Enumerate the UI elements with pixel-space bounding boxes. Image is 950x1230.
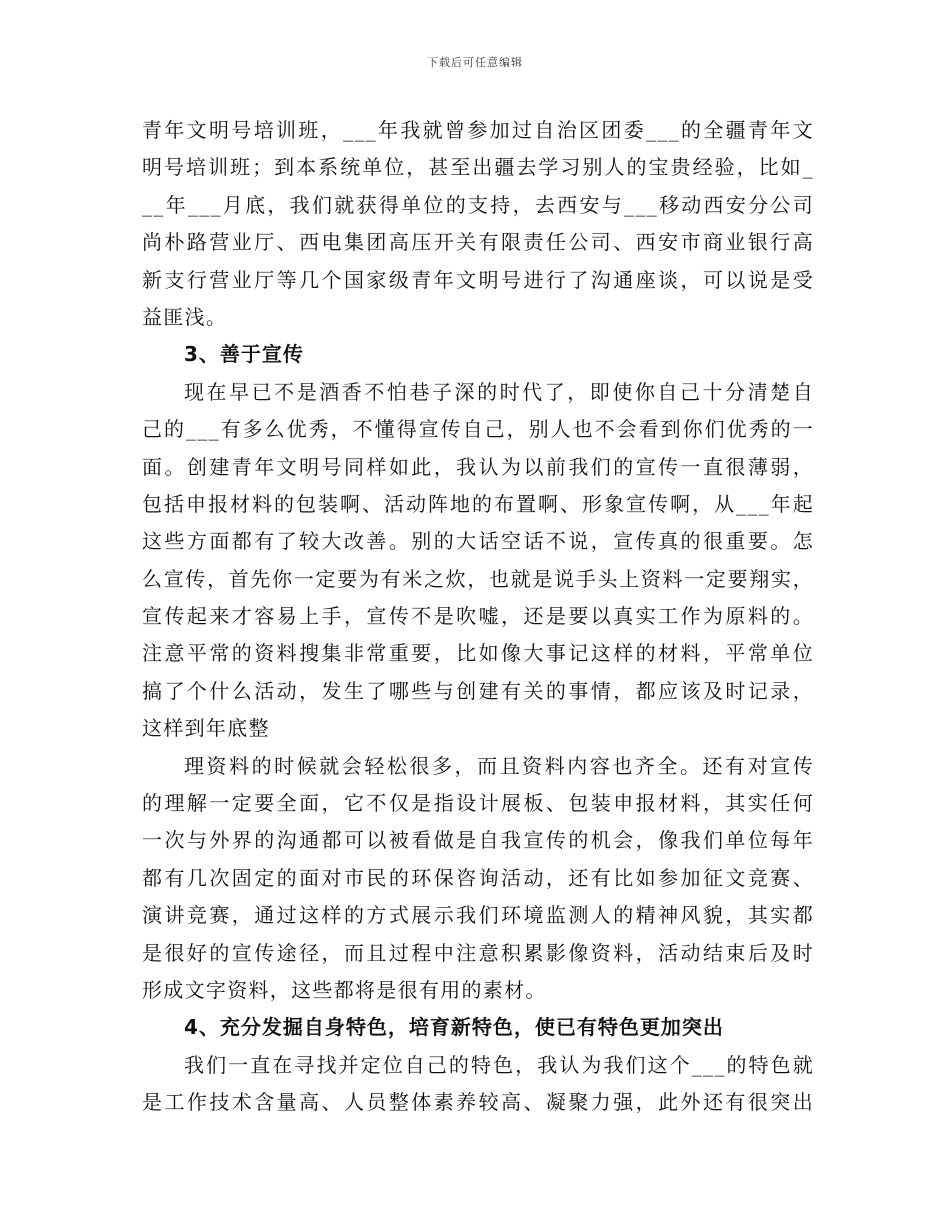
paragraph-line: 这样到年底整	[142, 716, 270, 741]
page-header-note: 下载后可任意编辑	[427, 56, 523, 69]
document-body	[142, 112, 814, 1122]
paragraph-line: 是很好的宣传途径，而且过程中注意积累影像资料，活动结束后及时	[142, 940, 814, 965]
paragraph-line: 么宣传，首先你一定要为有米之炊，也就是说手头上资料一定要翔实，	[142, 566, 814, 591]
paragraph-line: 宣传起来才容易上手，宣传不是吹嘘，还是要以真实工作为原料的。	[142, 604, 814, 629]
paragraph-line: 面。创建青年文明号同样如此，我认为以前我们的宣传一直很薄弱，	[142, 454, 814, 479]
paragraph-line: 的理解一定要全面，它不仅是指设计展板、包装申报材料，其实任何	[142, 791, 814, 816]
paragraph-first-line: 我们一直在寻找并定位自己的特色，我认为我们这个___的特色就	[184, 1052, 814, 1077]
section-heading: 3、善于宣传	[184, 342, 304, 367]
paragraph-line: 这些方面都有了较大改善。别的大话空话不说，宣传真的很重要。怎	[142, 529, 814, 554]
paragraph-first-line: 现在早已不是酒香不怕巷子深的时代了，即使你自己十分清楚自	[184, 379, 814, 404]
paragraph-line: 益匪浅。	[142, 304, 228, 329]
paragraph-line: 搞了个什么活动，发生了哪些与创建有关的事情，都应该及时记录，	[142, 678, 814, 703]
paragraph-line: 演讲竞赛，通过这样的方式展示我们环境监测人的精神风貌，其实都	[142, 903, 814, 928]
paragraph-line: 都有几次固定的面对市民的环保咨询活动，还有比如参加征文竞赛、	[142, 865, 814, 890]
paragraph-line: 尚朴路营业厅、西电集团高压开关有限责任公司、西安市商业银行高	[142, 230, 814, 255]
paragraph-line: 青年文明号培训班，___年我就曾参加过自治区团委___的全疆青年文	[142, 118, 814, 142]
paragraph-line: 一次与外界的沟通都可以被看做是自我宣传的机会，像我们单位每年	[142, 828, 814, 853]
section-heading: 4、充分发掘自身特色，培育新特色，使已有特色更加突出	[184, 1015, 724, 1040]
paragraph-line: 形成文字资料，这些都将是很有用的素材。	[142, 977, 547, 1002]
paragraph-line: 新支行营业厅等几个国家级青年文明号进行了沟通座谈，可以说是受	[142, 267, 814, 292]
paragraph-line: 己的___有多么优秀，不懂得宣传自己，别人也不会看到你们优秀的一	[142, 417, 814, 442]
paragraph-line: 注意平常的资料搜集非常重要，比如像大事记这样的材料，平常单位	[142, 641, 814, 666]
paragraph-line: __年___月底，我们就获得单位的支持，去西安与___移动西安分公司	[142, 192, 814, 217]
paragraph-line: 是工作技术含量高、人员整体素养较高、凝聚力强，此外还有很突出	[142, 1090, 814, 1115]
paragraph-line: 明号培训班；到本系统单位，甚至出疆去学习别人的宝贵经验，比如_	[142, 155, 814, 180]
paragraph-line: 包括申报材料的包装啊、活动阵地的布置啊、形象宣传啊，从___年起	[142, 491, 814, 516]
paragraph-first-line: 理资料的时候就会轻松很多，而且资料内容也齐全。还有对宣传	[184, 753, 814, 778]
